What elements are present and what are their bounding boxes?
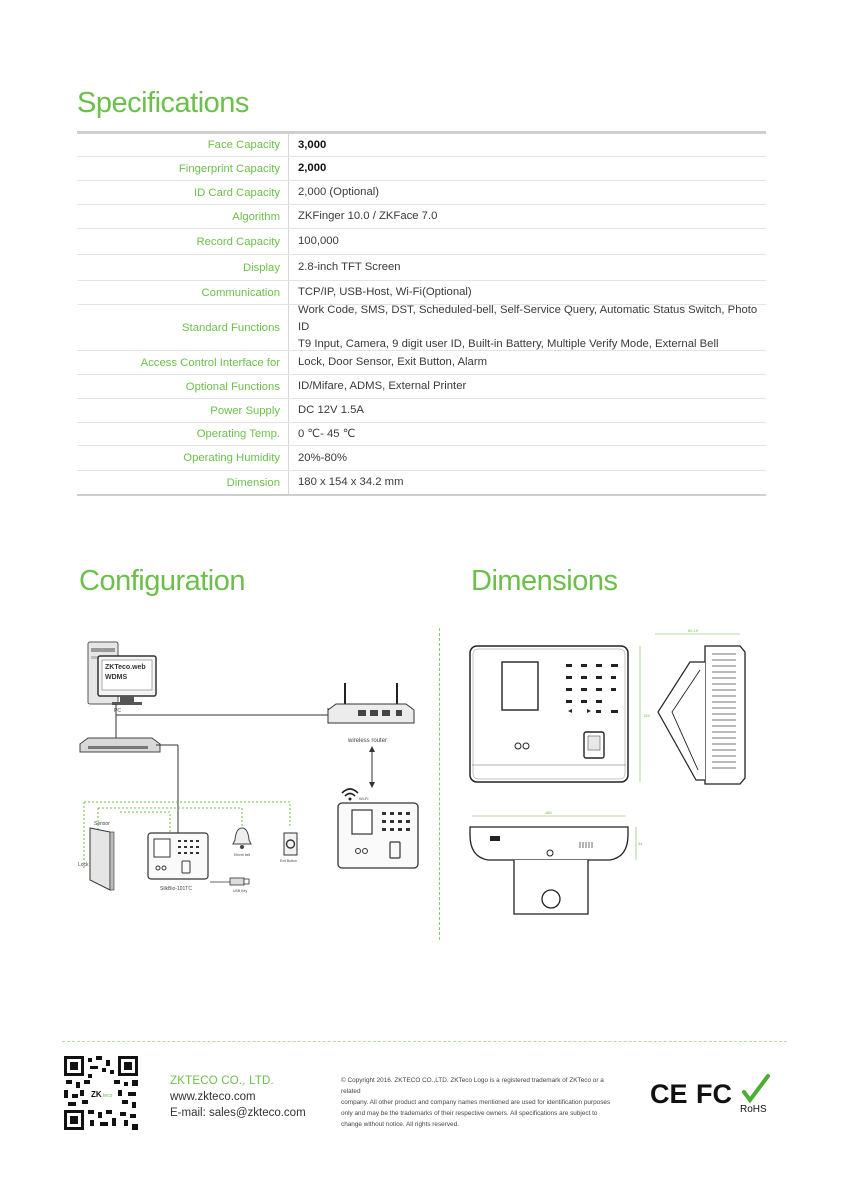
- side-width-label: 60.19: [688, 628, 699, 633]
- svg-text:ZK: ZK: [91, 1090, 102, 1099]
- spec-label: Face Capacity: [77, 134, 289, 156]
- spec-value: 2,000: [298, 162, 327, 174]
- spec-value: 3,000: [298, 138, 327, 151]
- spec-value: Work Code, SMS, DST, Scheduled-bell, Self-Service Query, Automatic Status Switch, Photo ID T9 Input, Camera, 9 digit user ID, Built-in Battery, Multiple Verify Mode, External Bell: [298, 304, 758, 350]
- spec-value: ID/Mifare, ADMS, External Printer: [298, 380, 467, 392]
- spec-row: [77, 181, 766, 205]
- configuration-diagram: [60, 628, 435, 918]
- spec-value: DC 12V 1.5A: [298, 404, 364, 416]
- spec-label: Power Supply: [77, 399, 289, 422]
- side-view: [655, 634, 745, 784]
- rohs-check-icon: [744, 1076, 768, 1100]
- front-height-label: 154: [643, 713, 650, 718]
- ce-mark-icon: CE: [650, 1079, 688, 1109]
- sensor-label: Sensor: [94, 821, 110, 827]
- spec-row: [77, 229, 766, 255]
- spec-value: 100,000: [298, 235, 339, 247]
- spec-row: [77, 305, 766, 351]
- spec-row: [77, 351, 766, 375]
- pc-label: PC: [114, 708, 121, 714]
- exit-button-icon: [284, 833, 297, 855]
- website-link[interactable]: www.zkteco.com: [170, 1091, 256, 1103]
- router-icon: [328, 683, 414, 723]
- pc-screen-line1: ZKTeco.web: [105, 664, 146, 671]
- spec-row: [77, 471, 766, 494]
- spec-value: Lock, Door Sensor, Exit Button, Alarm: [298, 356, 487, 368]
- spec-label: Communication: [77, 281, 289, 304]
- spec-value: 0 ℃- 45 ℃: [298, 427, 356, 440]
- switch-icon: [80, 738, 160, 752]
- wifi-label: Wi-Fi: [359, 796, 369, 801]
- exit-label: Exit Button: [280, 859, 297, 863]
- spec-label: Algorithm: [77, 205, 289, 228]
- spec-row: [77, 255, 766, 281]
- spec-label: Record Capacity: [77, 229, 289, 254]
- device-label: SilkBio-101TC: [160, 886, 192, 892]
- specifications-table: [77, 131, 766, 496]
- spec-value: 180 x 154 x 34.2 mm: [298, 476, 404, 488]
- bottom-view: [470, 816, 636, 914]
- bell-icon: [233, 828, 251, 849]
- configuration-heading: Configuration: [79, 565, 245, 597]
- certification-logos: [648, 1072, 778, 1116]
- fc-mark-icon: FC: [696, 1079, 732, 1109]
- spec-label: Optional Functions: [77, 375, 289, 398]
- specifications-heading: Specifications: [77, 87, 249, 119]
- spec-row: [77, 375, 766, 399]
- spec-value: ZKFinger 10.0 / ZKFace 7.0: [298, 210, 438, 222]
- dimensions-drawing: [460, 622, 805, 922]
- dimensions-heading: Dimensions: [471, 565, 618, 597]
- spec-label: Dimension: [77, 471, 289, 494]
- spec-row: [77, 399, 766, 423]
- front-view: [470, 646, 640, 782]
- rohs-mark-icon: RoHS: [740, 1104, 767, 1115]
- terminal-small-icon: [148, 833, 208, 879]
- terminal-wifi-icon: [338, 803, 418, 868]
- spec-row: [77, 423, 766, 446]
- spec-label: Standard Functions: [77, 305, 289, 350]
- usb-key-icon: [230, 878, 249, 885]
- qr-code-icon: [64, 1056, 138, 1130]
- spec-row: [77, 205, 766, 229]
- door-icon: [90, 828, 114, 890]
- spec-label: Operating Temp.: [77, 423, 289, 445]
- spec-value: 20%-80%: [298, 451, 347, 464]
- spec-label: Access Control Interface for: [77, 351, 289, 374]
- section-divider-2: [439, 628, 440, 940]
- email-link[interactable]: E-mail: sales@zkteco.com: [170, 1107, 306, 1119]
- spec-label: Fingerprint Capacity: [77, 157, 289, 180]
- svg-text:teco: teco: [103, 1093, 113, 1099]
- bottom-width-label: 180: [545, 810, 552, 815]
- pc-screen-line2: WDMS: [105, 674, 128, 681]
- company-name: ZKTECO CO., LTD.: [170, 1075, 274, 1087]
- spec-value: 2,000 (Optional): [298, 186, 380, 198]
- spec-label: ID Card Capacity: [77, 181, 289, 204]
- usb-label: USB Key: [233, 889, 248, 893]
- spec-row: [77, 446, 766, 471]
- spec-value: TCP/IP, USB-Host, Wi-Fi(Optional): [298, 286, 472, 298]
- spec-row: [77, 157, 766, 181]
- router-label: wireless router: [348, 738, 388, 744]
- spec-value: 2.8-inch TFT Screen: [298, 261, 401, 273]
- bell-label: Electri bell: [234, 853, 251, 857]
- spec-label: Display: [77, 255, 289, 280]
- wifi-icon: [342, 789, 358, 801]
- bottom-depth-label: 34: [638, 841, 643, 846]
- copyright-text: © Copyright 2016. ZKTECO CO.,LTD. ZKTeco Logo is a registered trademark of ZKTeco or a related company. All other product and company names mentioned are used for identification purposes only and may be the trademarks of their respective owners. All specifications are subject to change without notice. All rights reserved.: [341, 1077, 611, 1128]
- footer-divider: [62, 1041, 787, 1042]
- lock-label: Lock: [78, 862, 89, 868]
- spec-row: [77, 134, 766, 157]
- spec-label: Operating Humidity: [77, 446, 289, 470]
